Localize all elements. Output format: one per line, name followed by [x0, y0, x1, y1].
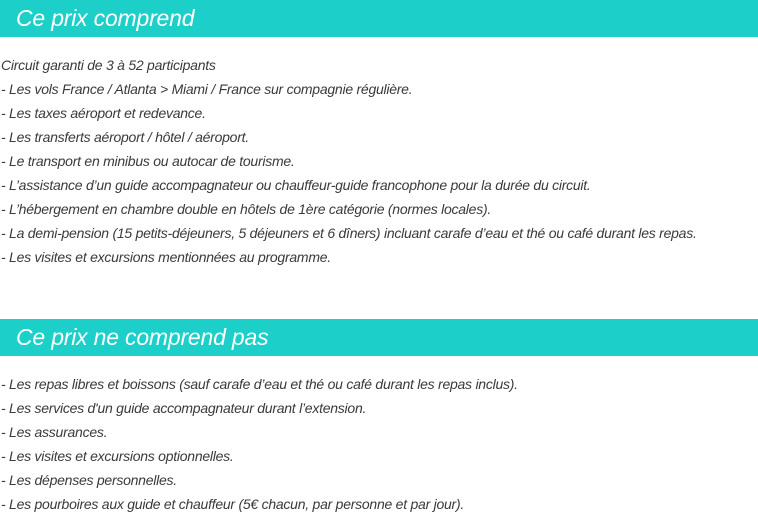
included-section [0, 0, 758, 265]
included-item: - La demi-pension (15 petits-déjeuners, 5 déjeuners et 6 dîners) incluant carafe d’eau et thé ou café durant les repas. [1, 225, 697, 241]
included-item: - Les vols France / Atlanta > Miami / France sur compagnie régulière. [1, 81, 413, 97]
excluded-item: - Les dépenses personnelles. [1, 472, 177, 488]
included-heading: Ce prix comprend [0, 0, 758, 37]
excluded-item: - Les services d'un guide accompagnateur durant l’extension. [1, 400, 367, 416]
included-list [1, 53, 758, 269]
included-item: - Les visites et excursions mentionnées au programme. [1, 249, 331, 265]
excluded-section [0, 319, 758, 512]
excluded-heading: Ce prix ne comprend pas [0, 319, 758, 356]
excluded-item: - Les pourboires aux guide et chauffeur (5€ chacun, par personne et par jour). [1, 496, 465, 512]
excluded-item: - Les visites et excursions optionnelles. [1, 448, 234, 464]
included-item: Circuit garanti de 3 à 52 participants [1, 57, 216, 73]
excluded-item: - Les assurances. [1, 424, 108, 440]
included-item: - Les taxes aéroport et redevance. [1, 105, 206, 121]
included-item: - L’hébergement en chambre double en hôtels de 1ère catégorie (normes locales). [1, 201, 491, 217]
included-item: - L’assistance d’un guide accompagnateur ou chauffeur-guide francophone pour la durée du circuit. [1, 177, 591, 193]
included-item: - Les transferts aéroport / hôtel / aéroport. [1, 129, 249, 145]
included-item: - Le transport en minibus ou autocar de tourisme. [1, 153, 295, 169]
excluded-item: - Les repas libres et boissons (sauf carafe d’eau et thé ou café durant les repas inclus). [1, 376, 518, 392]
excluded-list [1, 372, 758, 516]
